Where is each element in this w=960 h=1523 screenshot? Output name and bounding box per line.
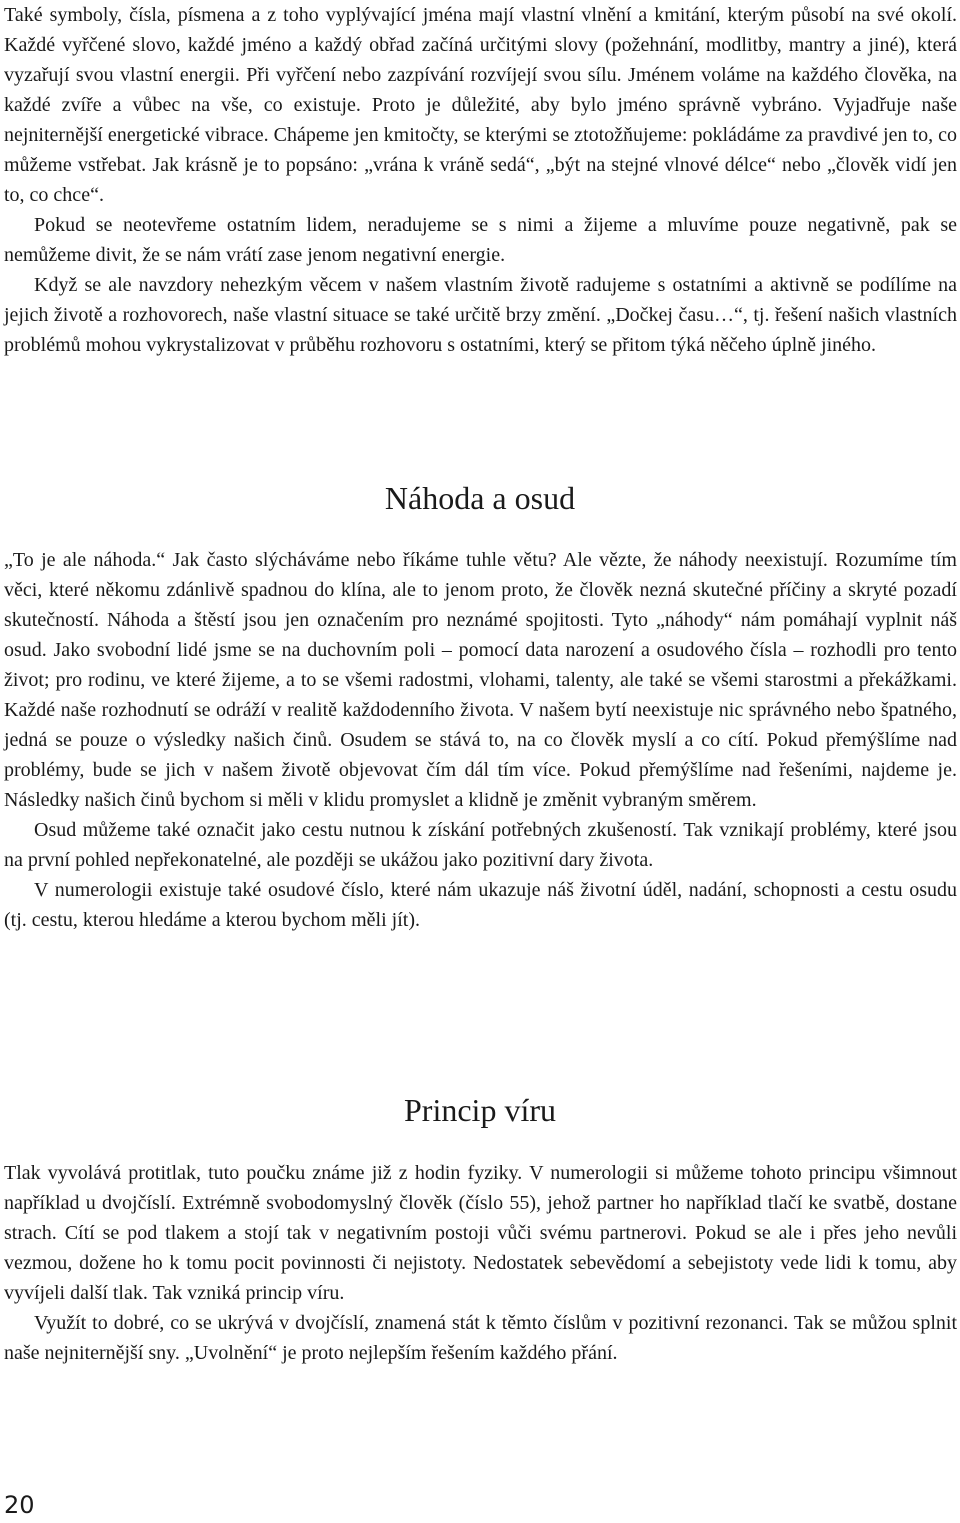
section1-paragraph-2: Osud můžeme také označit jako cestu nutnou k získání potřebných zkušeností. Tak vznikají problémy, které jsou na první pohled nepřekonatelné, ale později se ukážou jako pozitivní dary života. [4, 819, 957, 871]
intro-paragraph-3: Když se ale navzdory nehezkým věcem v našem vlastním životě radujeme s ostatními a aktivně se podílíme na jejich životě a rozhovorech, naše vlastní situace se také určitě brzy změní. „Dočkej času…“, tj. řešení našich vlastních problémů mohou vykrystalizovat v průběhu rozhovoru s ostatními, který se přitom týká něčeho úplně jiného. [4, 274, 957, 356]
section1-paragraph-3: V numerologii existuje také osudové číslo, které nám ukazuje náš životní úděl, nadání, schopnosti a cestu osudu (tj. cestu, kterou hledáme a kterou bychom měli jít). [4, 879, 957, 931]
section-heading-princip-viru: Princip víru [404, 1092, 556, 1128]
intro-paragraph-2: Pokud se neotevřeme ostatním lidem, neradujeme se s nimi a žijeme a mluvíme pouze negativně, pak se nemůžeme divit, že se nám vrátí zase jenom negativní energie. [4, 214, 957, 266]
section2-paragraph-2: Využít to dobré, co se ukrývá v dvojčíslí, znamená stát k těmto číslům v pozitivní rezonanci. Tak se můžou splnit naše nejniternější sny. „Uvolnění“ je proto nejlepším řešením každého přání. [4, 1312, 957, 1364]
section2-text [4, 1158, 957, 1368]
section-heading-nahoda-a-osud: Náhoda a osud [384, 480, 576, 516]
intro-text [4, 0, 957, 360]
page-number: 20 [4, 1491, 35, 1519]
section1-paragraph-1: „To je ale náhoda.“ Jak často slýcháváme nebo říkáme tuhle větu? Ale vězte, že náhody neexistují. Rozumíme tím věci, které někomu zdánlivě spadnou do klína, ale to jenom proto, že člověk nezná skutečné příčiny a skryté pozadí skutečností. Náhoda a štěstí jsou jen označením pro neznámé spojitosti. Tyto „náhody“ nám pomáhají vyplnit náš osud. Jako svobodní lidé jsme se na duchovním poli – pomocí data narození a osudového čísla – rozhodli pro tento život; pro rodinu, ve které žijeme, a to se všemi radostmi, vlohami, talenty, ale také se všemi starostmi a překážkami. Každé naše rozhodnutí se odráží v realitě každodenního života. V našem bytí neexistuje nic správného nebo špatného, jedná se pouze o výsledky našich činů. Osudem se stává to, na co člověk myslí a co cítí. Pokud přemýšlíme nad problémy, bude se jich v našem životě objevovat čím dál tím více. Pokud přemýšlíme nad řešeními, najdeme je. Následky našich činů bychom si měli v klidu promyslet a klidně je změnit vybraným směrem. [4, 549, 957, 811]
section1-text [4, 545, 957, 935]
intro-paragraph-1: Také symboly, čísla, písmena a z toho vyplývající jména mají vlastní vlnění a kmitání, kterým působí na své okolí. Každé vyřčené slovo, každé jméno a každý obřad začíná určitými slovy (požehnání, modlitby, mantry a jiné), která vyzařují svou vlastní energii. Při vyřčení nebo zazpívání rozvíjejí svou sílu. Jménem voláme na každého člověka, na každé zvíře a vůbec na vše, co existuje. Proto je důležité, aby bylo jméno správně vybráno. Vyjadřuje naše nejniternější energetické vibrace. Chápeme jen kmitočty, se kterými se ztotožňujeme: pokládáme za pravdivé jen to, co můžeme vstřebat. Jak krásně je to popsáno: „vrána k vráně sedá“, „být na stejné vlnové délce“ nebo „člověk vidí jen to, co chce“. [4, 4, 957, 206]
section2-paragraph-1: Tlak vyvolává protitlak, tuto poučku známe již z hodin fyziky. V numerologii si můžeme tohoto principu všimnout například u dvojčíslí. Extrémně svobodomyslný člověk (číslo 55), jehož partner ho například tlačí ke svatbě, dostane strach. Cítí se pod tlakem a stojí tak v negativním postoji vůči svému partnerovi. Pokud se ale i přes jeho nevůli vezmou, dožene ho k tomu pocit povinnosti či nejistoty. Nedostatek sebevědomí a sebejistoty vede lidi k tomu, aby vyvíjeli další tlak. Tak vzniká princip víru. [4, 1162, 957, 1304]
